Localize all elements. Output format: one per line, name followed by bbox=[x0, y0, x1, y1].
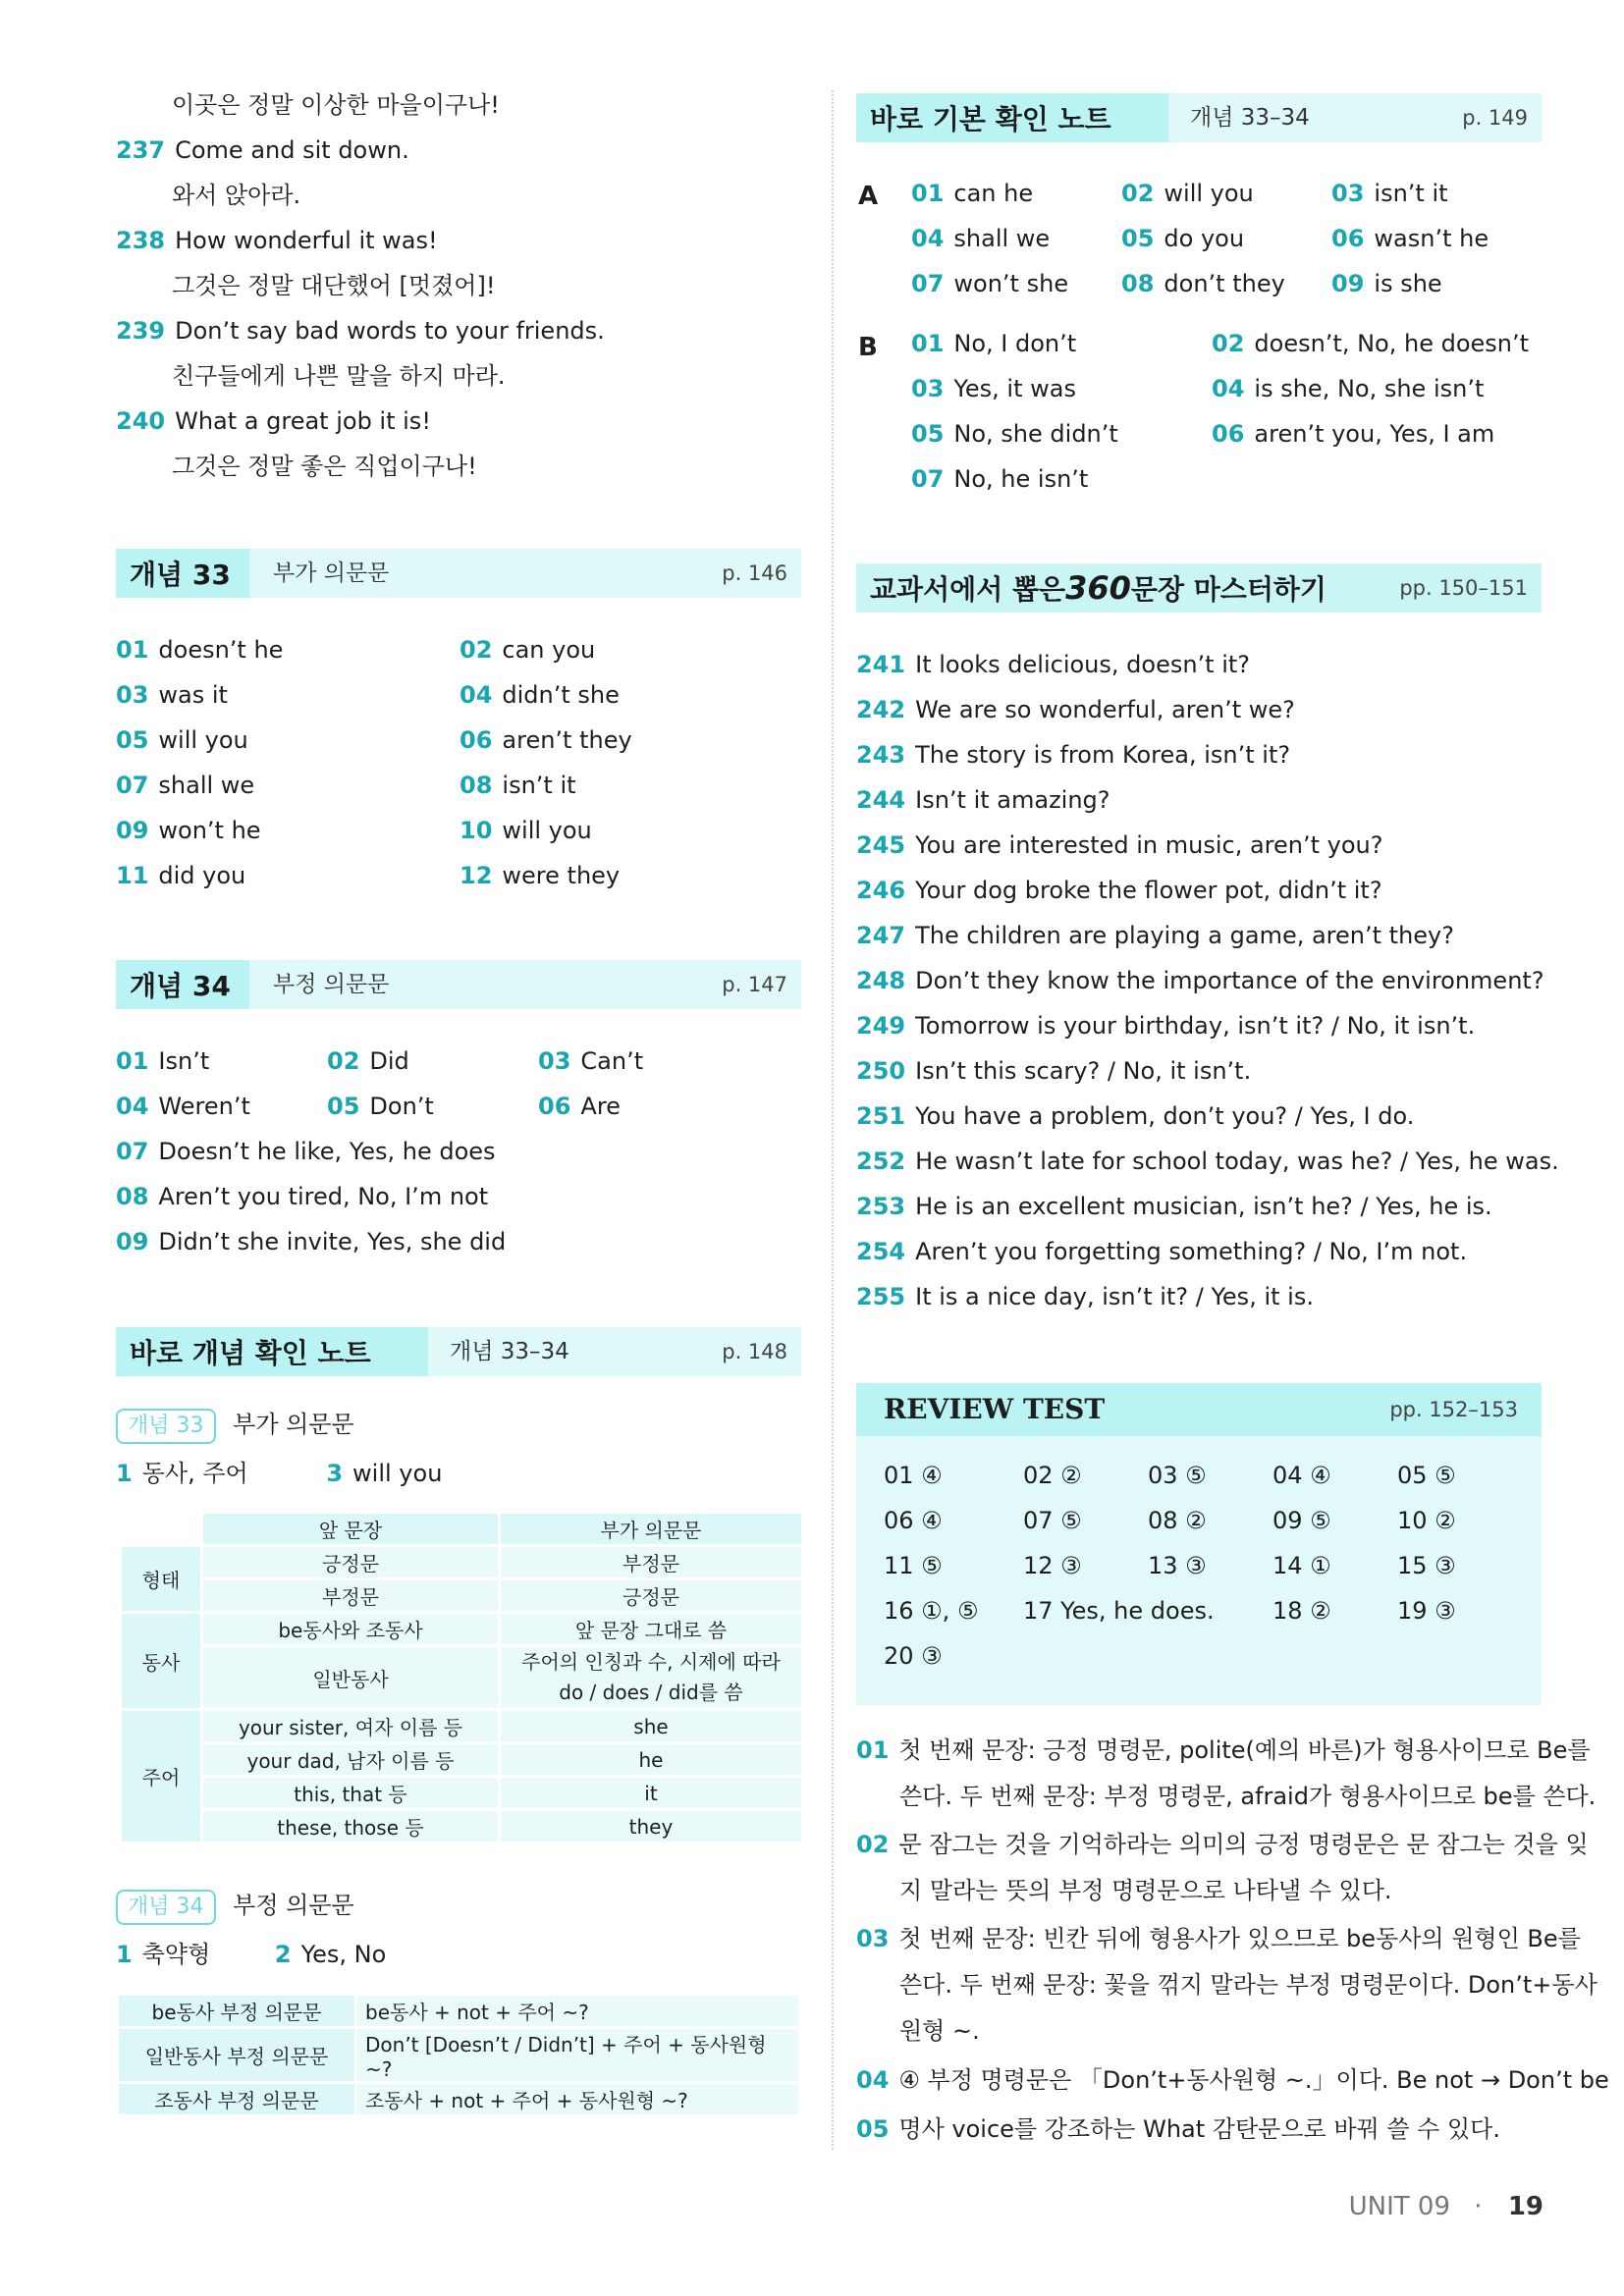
table-cell: they bbox=[501, 1811, 801, 1842]
answer-item: 01 Isn’t bbox=[116, 1047, 210, 1075]
answer-item: 09 won’t he bbox=[116, 817, 261, 844]
answer-item: 06 Are bbox=[538, 1093, 621, 1120]
answer-item: 07 won’t she bbox=[911, 270, 1069, 297]
table-cell: 앞 문장 그대로 씀 bbox=[501, 1614, 801, 1644]
negative-question-table bbox=[116, 1993, 801, 2117]
review-answer: 09 ⑤ bbox=[1272, 1507, 1331, 1534]
review-answer: 17 Yes, he does. bbox=[1023, 1597, 1215, 1625]
review-answer: 10 ② bbox=[1397, 1507, 1456, 1534]
sentence-line: 240 What a great job it is! bbox=[116, 407, 431, 435]
section-label: 바로 개념 확인 노트 bbox=[116, 1327, 428, 1376]
answer-item: 04 didn’t she bbox=[460, 681, 620, 709]
explanation-item: 03 첫 번째 문장: 빈칸 뒤에 형용사가 있으므로 be동사의 원형인 Be를 bbox=[856, 1925, 1581, 1952]
review-title: REVIEW TEST bbox=[884, 1393, 1106, 1425]
table-cell: this, that 등 bbox=[203, 1778, 498, 1808]
note-answer-row: 1 축약형 2 Yes, No bbox=[116, 1941, 387, 1968]
sentence-line: 255 It is a nice day, isn’t it? / Yes, it is. bbox=[856, 1283, 1314, 1310]
section-subtitle: 부정 의문문 bbox=[273, 972, 390, 997]
explanation-item: 05 명사 voice를 강조하는 What 감탄문으로 바꿔 쓸 수 있다. bbox=[856, 2115, 1500, 2143]
sentence-line: 241 It looks delicious, doesn’t it? bbox=[856, 651, 1251, 678]
table-cell: 일반동사 부정 의문문 bbox=[119, 2029, 354, 2081]
answer-item: 06 aren’t you, Yes, I am bbox=[1212, 420, 1495, 448]
note-answer-row: 1 동사, 주어 3 will you bbox=[116, 1460, 443, 1487]
answer-item: 05 will you bbox=[116, 726, 248, 754]
answer-item: 04 shall we bbox=[911, 225, 1051, 252]
answer-item: 02 can you bbox=[460, 636, 596, 664]
concept-33-tag: 개념 33 bbox=[116, 1409, 216, 1444]
explanation-line: 지 말라는 뜻의 부정 명령문으로 나타낼 수 있다. bbox=[899, 1877, 1392, 1904]
table-cell: 일반동사 bbox=[203, 1647, 498, 1708]
review-answer: 02 ② bbox=[1023, 1462, 1082, 1489]
review-answer: 14 ① bbox=[1272, 1552, 1331, 1579]
table-cell: 긍정문 bbox=[501, 1580, 801, 1611]
sentence-line: 253 He is an excellent musician, isn’t he? / Yes, he is. bbox=[856, 1193, 1492, 1220]
explanation-item: 04 ④ 부정 명령문은 「Don’t+동사원형 ~.」이다. Be not → Don’t be bbox=[856, 2066, 1609, 2094]
section-subtitle: 개념 33–34 bbox=[1190, 105, 1310, 131]
page-number: 19 bbox=[1507, 2192, 1543, 2221]
sentence-translation: 이곳은 정말 이상한 마을이구나! bbox=[172, 91, 500, 119]
answer-item: 09 Didn’t she invite, Yes, she did bbox=[116, 1228, 507, 1255]
review-answer: 19 ③ bbox=[1397, 1597, 1456, 1625]
page-ref: p. 147 bbox=[722, 973, 787, 996]
row-group: 형태 bbox=[122, 1547, 200, 1611]
review-answer: 03 ⑤ bbox=[1148, 1462, 1207, 1489]
answer-item: 05 No, she didn’t bbox=[911, 420, 1118, 448]
review-answer: 20 ③ bbox=[884, 1642, 943, 1670]
explanation-item: 01 첫 번째 문장: 긍정 명령문, polite(예의 바른)가 형용사이므로 Be를 bbox=[856, 1736, 1591, 1764]
page-ref: pp. 152–153 bbox=[1389, 1398, 1518, 1421]
sentence-translation: 와서 앉아라. bbox=[172, 182, 301, 209]
sentence-line: 246 Your dog broke the flower pot, didn’t it? bbox=[856, 877, 1382, 904]
table-cell: he bbox=[501, 1744, 801, 1775]
table-corner bbox=[122, 1514, 200, 1544]
answer-item: 04 Weren’t bbox=[116, 1093, 250, 1120]
answer-item: 06 aren’t they bbox=[460, 726, 632, 754]
review-test-box bbox=[856, 1383, 1542, 1705]
tag-title: 부가 의문문 bbox=[233, 1411, 354, 1438]
review-header bbox=[856, 1383, 1542, 1436]
answer-item: 11 did you bbox=[116, 862, 246, 889]
sentence-line: 237 Come and sit down. bbox=[116, 136, 409, 164]
section-label: 바로 기본 확인 노트 bbox=[856, 93, 1168, 142]
answer-item: 01 doesn’t he bbox=[116, 636, 284, 664]
concept-tag-row bbox=[116, 1409, 354, 1444]
review-answer: 18 ② bbox=[1272, 1597, 1331, 1625]
review-answer: 11 ⑤ bbox=[884, 1552, 943, 1579]
sentence-line: 243 The story is from Korea, isn’t it? bbox=[856, 741, 1291, 769]
page-ref: pp. 150–151 bbox=[1399, 576, 1528, 600]
sentence-line: 252 He wasn’t late for school today, was he? / Yes, he was. bbox=[856, 1148, 1559, 1175]
concept-33-header bbox=[116, 549, 801, 598]
answer-item: 08 isn’t it bbox=[460, 772, 576, 799]
section-label: 개념 34 bbox=[116, 960, 249, 1009]
answer-item: 01 can he bbox=[911, 180, 1034, 207]
sentence-line: 244 Isn’t it amazing? bbox=[856, 786, 1110, 814]
table-cell: 긍정문 bbox=[203, 1547, 498, 1577]
concept-tag-row bbox=[116, 1890, 354, 1925]
answer-item: 01 No, I don’t bbox=[911, 330, 1077, 357]
part-a-label: A bbox=[858, 182, 879, 211]
answer-item: 07 Doesn’t he like, Yes, he does bbox=[116, 1138, 496, 1165]
sentence-line: 254 Aren’t you forgetting something? / No, I’m not. bbox=[856, 1238, 1468, 1265]
answer-item: 05 Don’t bbox=[327, 1093, 434, 1120]
answer-item: 02 Did bbox=[327, 1047, 409, 1075]
page-ref: p. 146 bbox=[722, 561, 787, 585]
master-360-header bbox=[856, 563, 1542, 613]
column-divider bbox=[832, 90, 834, 2150]
page-footer bbox=[1349, 2192, 1543, 2221]
answer-item: 04 is she, No, she isn’t bbox=[1212, 375, 1485, 402]
sentence-translation: 그것은 정말 좋은 직업이구나! bbox=[172, 453, 477, 480]
tag-question-table bbox=[119, 1511, 804, 1844]
review-answer: 01 ④ bbox=[884, 1462, 943, 1489]
review-answer: 06 ④ bbox=[884, 1507, 943, 1534]
sentence-line: 245 You are interested in music, aren’t you? bbox=[856, 831, 1383, 859]
table-cell: 조동사 + not + 주어 + 동사원형 ~? bbox=[357, 2084, 798, 2114]
unit-label: UNIT 09 bbox=[1348, 2192, 1451, 2221]
table-header: 부가 의문문 bbox=[501, 1514, 801, 1544]
sentence-line: 247 The children are playing a game, aren’t they? bbox=[856, 922, 1454, 949]
explanation-line: 원형 ~. bbox=[899, 2017, 980, 2045]
answer-item: 03 Yes, it was bbox=[911, 375, 1076, 402]
explanation-line: 쓴다. 두 번째 문장: 꽃을 꺾지 말라는 부정 명령문이다. Don’t+동사 bbox=[899, 1971, 1597, 1999]
answer-item: 07 shall we bbox=[116, 772, 255, 799]
concept-34-header bbox=[116, 960, 801, 1009]
sentence-translation: 그것은 정말 대단했어 [멋졌어]! bbox=[172, 272, 496, 299]
row-group: 주어 bbox=[122, 1711, 200, 1842]
basic-note-header bbox=[856, 93, 1542, 142]
table-cell: 부정문 bbox=[203, 1580, 498, 1611]
answer-item: 03 Can’t bbox=[538, 1047, 644, 1075]
table-cell: be동사와 조동사 bbox=[203, 1614, 498, 1644]
review-answer: 13 ③ bbox=[1148, 1552, 1207, 1579]
row-group: 동사 bbox=[122, 1614, 200, 1708]
sentence-line: 242 We are so wonderful, aren’t we? bbox=[856, 696, 1295, 723]
answer-item: 07 No, he isn’t bbox=[911, 465, 1089, 493]
explanation-item: 02 문 잠그는 것을 기억하라는 의미의 긍정 명령문은 문 잠그는 것을 잊 bbox=[856, 1831, 1589, 1858]
section-subtitle: 개념 33–34 bbox=[450, 1339, 569, 1364]
answer-item: 05 do you bbox=[1121, 225, 1245, 252]
answer-item: 10 will you bbox=[460, 817, 592, 844]
table-cell: 부정문 bbox=[501, 1547, 801, 1577]
answer-item: 09 is she bbox=[1331, 270, 1442, 297]
review-answer: 12 ③ bbox=[1023, 1552, 1082, 1579]
table-cell: it bbox=[501, 1778, 801, 1808]
table-cell: be동사 + not + 주어 ~? bbox=[357, 1996, 798, 2026]
table-cell: these, those 등 bbox=[203, 1811, 498, 1842]
sentence-line: 251 You have a problem, don’t you? / Yes, I do. bbox=[856, 1102, 1415, 1130]
table-cell: your dad, 남자 이름 등 bbox=[203, 1744, 498, 1775]
answer-item: 03 isn’t it bbox=[1331, 180, 1448, 207]
answer-item: 06 wasn’t he bbox=[1331, 225, 1489, 252]
page-ref: p. 149 bbox=[1462, 106, 1528, 130]
answer-item: 03 was it bbox=[116, 681, 228, 709]
review-answer: 05 ⑤ bbox=[1397, 1462, 1456, 1489]
answer-item: 08 don’t they bbox=[1121, 270, 1285, 297]
footer-separator: · bbox=[1474, 2192, 1483, 2221]
sentence-translation: 친구들에게 나쁜 말을 하지 마라. bbox=[172, 362, 506, 390]
concept-note-header bbox=[116, 1327, 801, 1376]
explanation-line: 쓴다. 두 번째 문장: 부정 명령문, afraid가 형용사이므로 be를 쓴다. bbox=[899, 1783, 1597, 1810]
table-cell: Don’t [Doesn’t / Didn’t] + 주어 + 동사원형 ~? bbox=[357, 2029, 798, 2081]
answer-item: 08 Aren’t you tired, No, I’m not bbox=[116, 1183, 489, 1210]
review-answer: 16 ①, ⑤ bbox=[884, 1597, 979, 1625]
section-label: 개념 33 bbox=[116, 549, 249, 598]
review-answer: 08 ② bbox=[1148, 1507, 1207, 1534]
concept-34-tag: 개념 34 bbox=[116, 1890, 216, 1925]
part-b-label: B bbox=[858, 333, 878, 362]
table-cell: she bbox=[501, 1711, 801, 1741]
sentence-line: 248 Don’t they know the importance of the environment? bbox=[856, 967, 1544, 994]
table-header: 앞 문장 bbox=[203, 1514, 498, 1544]
sentence-line: 238 How wonderful it was! bbox=[116, 227, 438, 254]
tag-title: 부정 의문문 bbox=[233, 1892, 354, 1919]
sentence-line: 239 Don’t say bad words to your friends. bbox=[116, 317, 605, 345]
review-answer: 07 ⑤ bbox=[1023, 1507, 1082, 1534]
answer-item: 02 doesn’t, No, he doesn’t bbox=[1212, 330, 1530, 357]
review-answer: 15 ③ bbox=[1397, 1552, 1456, 1579]
review-answer: 04 ④ bbox=[1272, 1462, 1331, 1489]
section-label: 교과서에서 뽑은 360 문장 마스터하기 bbox=[856, 563, 1542, 613]
table-cell: your sister, 여자 이름 등 bbox=[203, 1711, 498, 1741]
table-cell: be동사 부정 의문문 bbox=[119, 1996, 354, 2026]
sentence-line: 250 Isn’t this scary? / No, it isn’t. bbox=[856, 1057, 1252, 1085]
section-subtitle: 부가 의문문 bbox=[273, 561, 390, 586]
answer-item: 02 will you bbox=[1121, 180, 1254, 207]
table-cell: 조동사 부정 의문문 bbox=[119, 2084, 354, 2114]
table-cell: 주어의 인칭과 수, 시제에 따라 do / does / did를 씀 bbox=[501, 1647, 801, 1708]
answer-item: 12 were they bbox=[460, 862, 621, 889]
sentence-line: 249 Tomorrow is your birthday, isn’t it? / No, it isn’t. bbox=[856, 1012, 1476, 1040]
page-ref: p. 148 bbox=[722, 1340, 787, 1363]
